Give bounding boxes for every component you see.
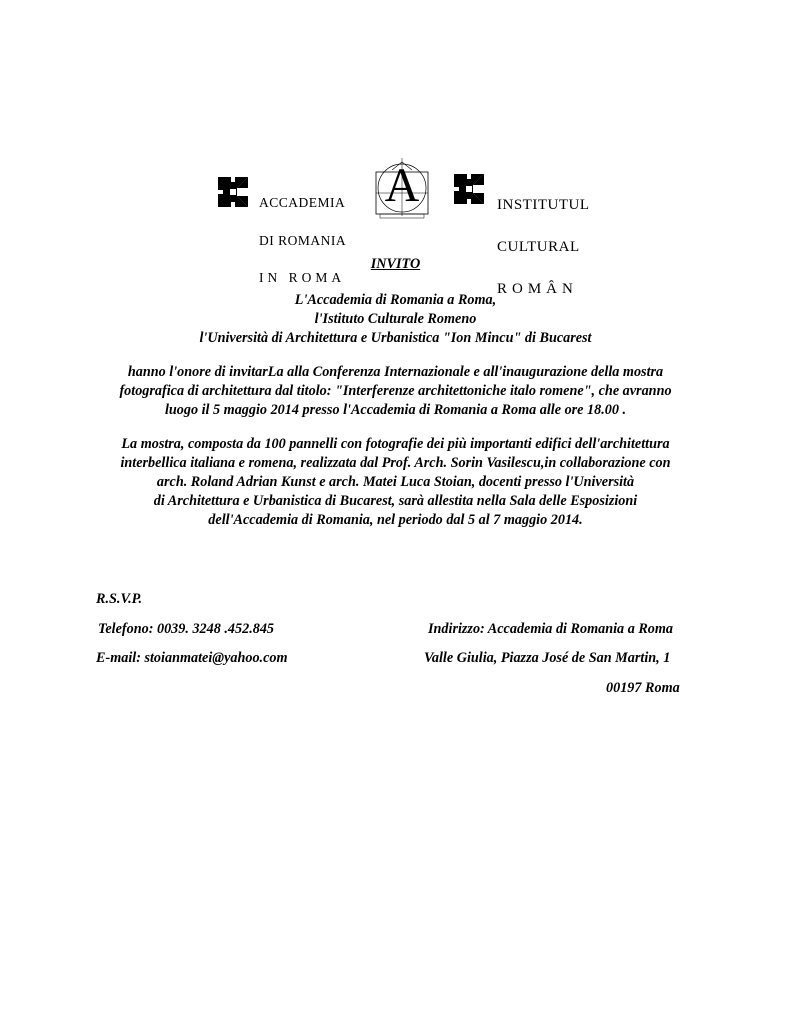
institutul-line1: INSTITUTUL	[497, 197, 590, 213]
university-emblem	[370, 158, 434, 220]
invitation-heading: INVITO	[370, 256, 421, 272]
exhibition-paragraph-line-5: dell'Accademia di Romania, nel periodo dal 5 al 7 maggio 2014.	[208, 512, 583, 528]
accademia-logo	[216, 158, 356, 285]
rsvp-street: Valle Giulia, Piazza José de San Martin, 1	[424, 650, 671, 666]
emblem-letter: A	[384, 159, 420, 212]
accademia-cross-icon	[216, 175, 250, 209]
invite-paragraph-line-3: luogo il 5 maggio 2014 presso l'Accademia di Romania a Roma alle ore 18.00 .	[164, 402, 627, 418]
exhibition-paragraph-line-3: arch. Roland Adrian Kunst e arch. Matei Luca Stoian, docenti presso l'Università	[156, 474, 635, 490]
exhibition-paragraph-line-1: La mostra, composta da 100 pannelli con fotografie dei più importanti edifici dell'architettura	[121, 436, 670, 452]
accademia-line1: ACCADEMIA	[259, 195, 346, 210]
host-line-3: l'Università di Architettura e Urbanistica "Ion Mincu" di Bucarest	[199, 330, 592, 346]
rsvp-city: 00197 Roma	[606, 680, 680, 696]
invite-paragraph-line-1: hanno l'onore di invitarLa alla Conferenza Internazionale e all'inaugurazione della mostra	[127, 364, 664, 380]
accademia-line2: DI ROMANIA	[259, 232, 347, 248]
invite-paragraph-line-2: fotografica di architettura dal titolo: "Interferenze architettoniche italo romene", che avranno	[119, 383, 672, 399]
institutul-line3: ROMÂN	[497, 281, 578, 297]
exhibition-paragraph-line-4: di Architettura e Urbanistica di Bucarest, sarà allestita nella Sala delle Esposizioni	[153, 493, 638, 509]
accademia-line3: IN ROMA	[259, 270, 346, 285]
institutul-cross-icon	[452, 172, 486, 206]
host-line-2: l'Istituto Culturale Romeno	[314, 311, 477, 327]
rsvp-label: R.S.V.P.	[96, 591, 143, 607]
rsvp-telefono: Telefono: 0039. 3248 .452.845	[98, 621, 275, 637]
exhibition-paragraph-line-2: interbellica italiana e romena, realizzata dal Prof. Arch. Sorin Vasilescu,in collaborazione con	[120, 455, 671, 471]
rsvp-indirizzo: Indirizzo: Accademia di Romania a Roma	[428, 621, 674, 637]
host-line-1: L'Accademia di Romania a Roma,	[294, 292, 497, 308]
institutul-line2: CULTURAL	[497, 239, 580, 255]
institutul-logo	[452, 158, 592, 297]
rsvp-email: E-mail: stoianmatei@yahoo.com	[96, 650, 288, 666]
